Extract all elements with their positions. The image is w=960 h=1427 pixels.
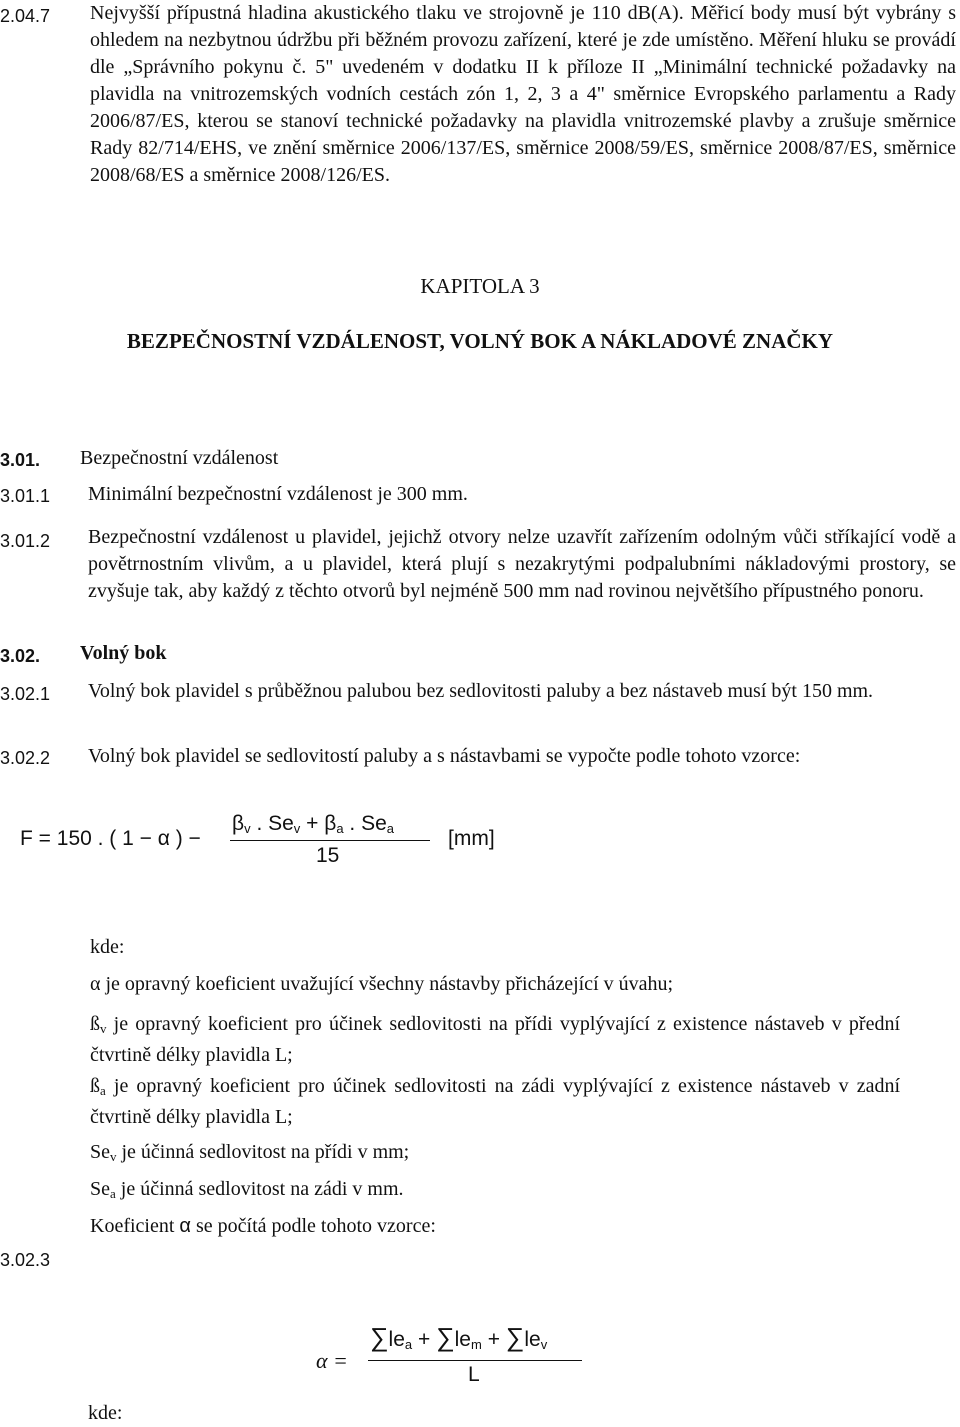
where-label-2: kde:: [88, 1402, 123, 1424]
beta-a-subscript: a: [100, 1083, 106, 1098]
coef-before: Koeficient: [90, 1215, 175, 1237]
definition-se-v: [90, 1139, 900, 1170]
alpha-lhs: α =: [316, 1348, 348, 1373]
section-title-3-01: Bezpečnostní vzdálenost: [80, 447, 279, 469]
subscript-a: a: [336, 821, 344, 836]
beta-v-symbol: ß: [90, 1013, 100, 1035]
chapter-label: KAPITOLA 3: [420, 274, 540, 298]
se-v-text: je účinná sedlovitost na přídi v mm;: [121, 1141, 410, 1163]
section-text-2-04-7: Nejvyšší přípustná hladina akustického tlaku ve strojovně je 110 dB(A). Měřicí body musí být vybrány s ohledem na nezbytnou údržbu při běžném provozu zařízení, které je zde umístěno. Měření hluku se provádí dle „Správního pokynu č. 5" uvedeném v dodatku II k příloze II „Minimální technické požadavky na plavidla na vnitrozemských vodních cestách zón 1, 2, 3 a 4" směrnice Evropského parlamentu a Rady 2006/87/ES, kterou se stanoví technické požadavky na plavidla vnitrozemské plavby a zrušuje směrnice Rady 82/714/EHS, ve znění směrnice 2006/137/ES, směrnice 2008/59/ES, směrnice 2008/87/ES, směrnice 2008/68/ES a směrnice 2008/126/ES.: [90, 2, 956, 186]
formula-unit: [mm]: [448, 827, 495, 850]
se-v-symbol: Se: [90, 1141, 110, 1163]
section-number-3-01-1: 3.01.1: [0, 486, 51, 506]
definition-beta-v: [90, 1011, 900, 1069]
section-text-3-01-2: Bezpečnostní vzdálenost u plavidel, jejichž otvory nelze uzavřít zařízením odolným vůči stříkající vodě a povětrnostním vlivům, a u plavidel, která plují s nezakrytými podpalubními nákladovými prostory, se zvyšuje tak, aby každý z těchto otvorů byl nejméně 500 mm nad rovinou největšího přípustného ponoru.: [88, 526, 956, 602]
formula-denominator: 15: [316, 844, 340, 867]
chapter-title: BEZPEČNOSTNÍ VZDÁLENOST, VOLNÝ BOK A NÁKLADOVÉ ZNAČKY: [126, 329, 834, 353]
section-title-3-02: Volný bok: [80, 642, 167, 664]
se-a-subscript: a: [110, 1186, 116, 1201]
se-v-subscript: v: [110, 1149, 117, 1164]
le-2: le: [454, 1328, 471, 1351]
definition-beta-a: [90, 1073, 900, 1131]
alpha-symbol: α: [90, 973, 101, 995]
section-number-3-02-2: 3.02.2: [0, 748, 51, 768]
numerator-se-v: . Se: [256, 812, 294, 835]
se-a-symbol: Se: [90, 1178, 110, 1200]
sum-symbol-3: ∑: [505, 1322, 525, 1352]
le-3: le: [524, 1328, 541, 1351]
le-1: le: [388, 1328, 405, 1351]
section-text-3-02-2: Volný bok plavidel se sedlovitostí paluby a s nástavbami se vypočte podle tohoto vzorce:: [88, 745, 801, 767]
se-a-text: je účinná sedlovitost na zádi v mm.: [120, 1178, 404, 1200]
numerator-plus-beta: + β: [306, 812, 337, 835]
beta-v-text: je opravný koeficient pro účinek sedlovitosti na přídi vyplývající z existence nástaveb v přední čtvrtině délky plavidla L;: [90, 1013, 900, 1066]
alpha-text: je opravný koeficient uvažující všechny nástavby přicházející v úvahu;: [105, 973, 674, 995]
definition-alpha: [90, 971, 900, 998]
formula-fraction-line: [230, 840, 430, 841]
definition-coefficient: [90, 1213, 900, 1240]
le-sub-a: a: [404, 1337, 413, 1352]
alpha-numerator: [370, 1322, 547, 1353]
section-number-3-01-2: 3.01.2: [0, 531, 51, 551]
formula-lhs: F = 150 . ( 1 − α ) −: [20, 827, 201, 850]
definition-se-a: [90, 1176, 900, 1207]
alpha-fraction-line: [368, 1360, 582, 1361]
coef-after: se počítá podle tohoto vzorce:: [195, 1215, 436, 1237]
beta-a-text: je opravný koeficient pro účinek sedlovitosti na zádi vyplývající z existence nástaveb v zadní čtvrtině délky plavidla L;: [90, 1075, 901, 1128]
le-sub-v: v: [540, 1337, 548, 1352]
section-number-3-02: 3.02.: [0, 646, 41, 666]
plus-1: +: [417, 1328, 431, 1351]
coef-alpha-symbol: α: [179, 1215, 191, 1237]
section-number-3-02-3: 3.02.3: [0, 1250, 51, 1270]
section-text-3-01-1: Minimální bezpečnostní vzdálenost je 300 mm.: [88, 483, 468, 505]
le-sub-m: m: [471, 1337, 482, 1352]
where-label: kde:: [90, 936, 125, 958]
section-number-3-02-1: 3.02.1: [0, 684, 51, 704]
sum-symbol-2: ∑: [436, 1322, 455, 1352]
section-text-3-02-1: Volný bok plavidel s průběžnou palubou bez sedlovitosti paluby a bez nástaveb musí být 150 mm.: [88, 680, 874, 702]
section-number-2-04-7: 2.04.7: [0, 6, 51, 26]
sum-symbol-1: ∑: [370, 1322, 389, 1352]
beta-a-symbol: ß: [90, 1075, 100, 1097]
numerator-se-a: . Se: [349, 812, 387, 835]
subscript-v-2: v: [293, 821, 301, 836]
formula-numerator: [232, 812, 394, 836]
plus-2: +: [487, 1328, 500, 1351]
alpha-denominator: L: [468, 1363, 480, 1386]
beta-v-subscript: v: [100, 1021, 107, 1036]
subscript-v: v: [244, 821, 251, 836]
subscript-a-2: a: [386, 821, 394, 836]
section-number-3-01: 3.01.: [0, 450, 41, 470]
beta-symbol: β: [232, 812, 245, 835]
